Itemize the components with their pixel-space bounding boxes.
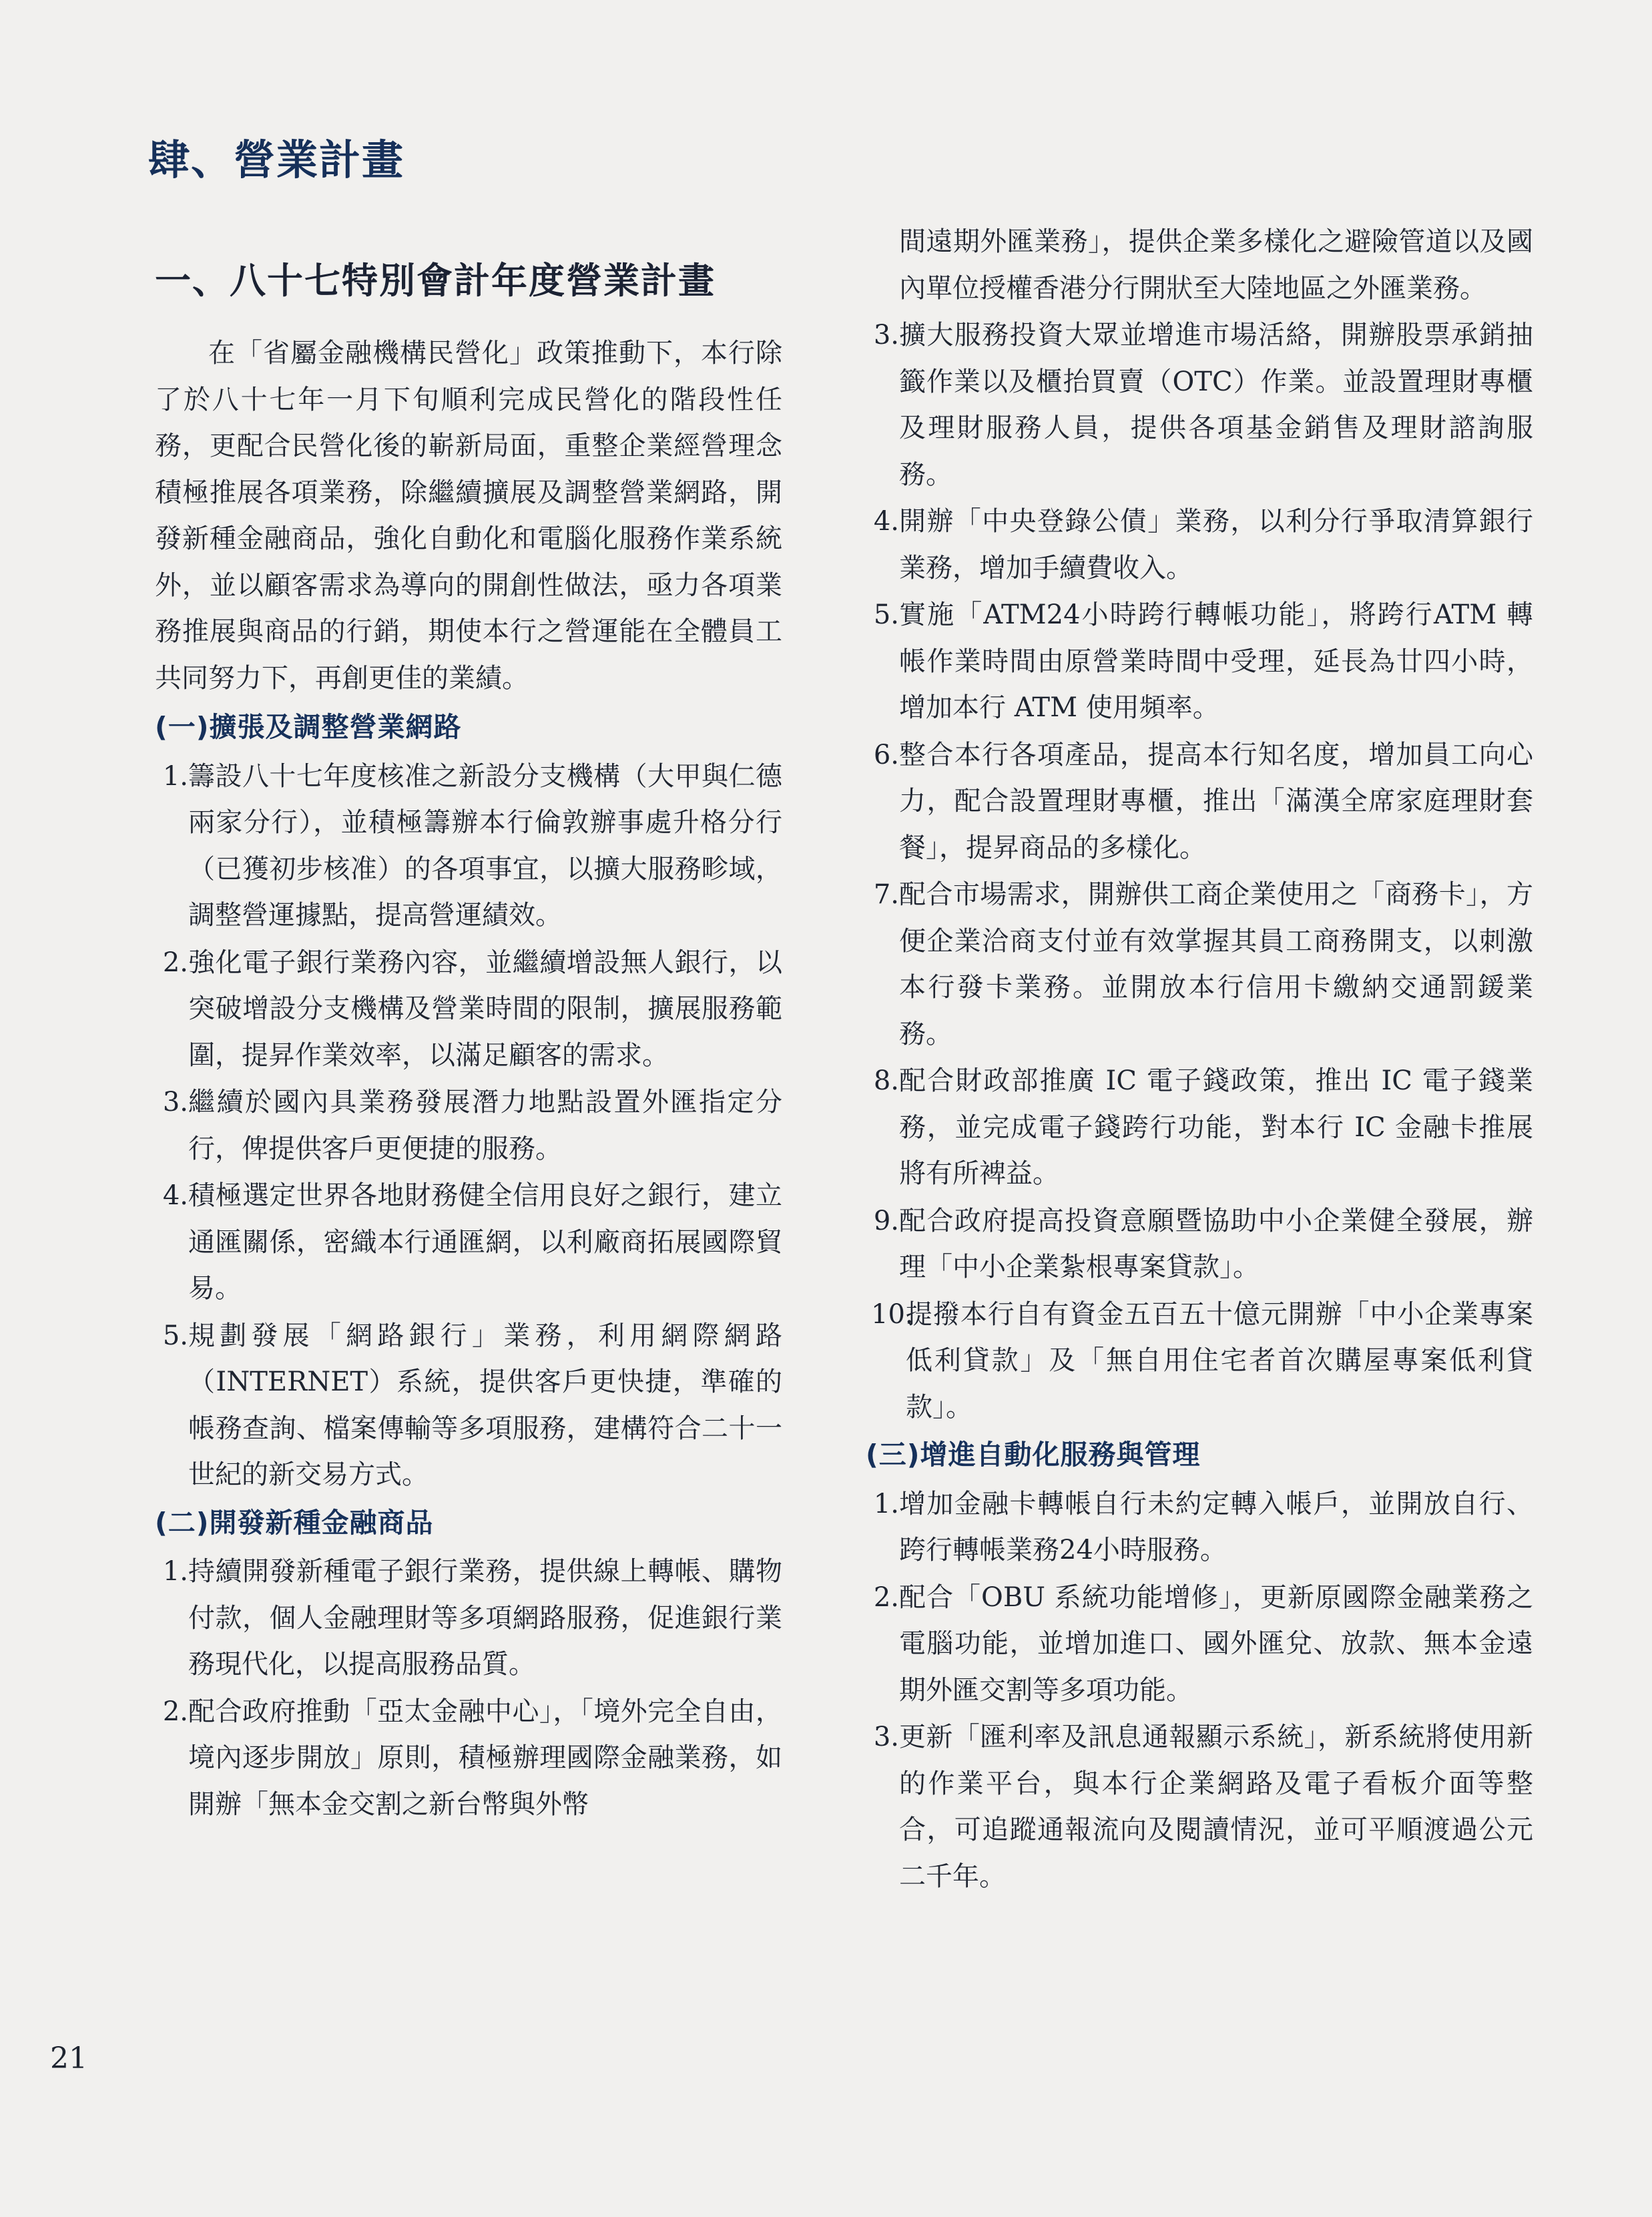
chapter-title: 肆、營業計畫 [148, 136, 405, 184]
list-item [866, 732, 1533, 872]
list-item [866, 1575, 1533, 1714]
left-column [155, 330, 782, 1828]
item-text: 更新「匯利率及訊息通報顯示系統」，新系統將使用新的作業平台，與本行企業網路及電子看板介面等整合，可追蹤通報流向及閱讀情況，並可平順渡過公元二千年。 [899, 1722, 1533, 1892]
list-item [866, 872, 1533, 1057]
list-item [155, 1549, 782, 1688]
item-number: 6. [873, 739, 899, 770]
item-text: 配合政府提高投資意願暨協助中小企業健全發展，辦理「中小企業紮根專案貸款」。 [899, 1205, 1533, 1282]
item-number: 1. [162, 760, 188, 792]
list-item [866, 1714, 1533, 1900]
list-item [866, 592, 1533, 732]
item-number: 10. [871, 1298, 914, 1330]
item-number: 4. [162, 1180, 188, 1211]
item-text: 提撥本行自有資金五百五十億元開辦「中小企業專案低利貸款」及「無自用住宅者首次購屋專案低利貸款」。 [906, 1298, 1533, 1423]
item-number: 2. [873, 1581, 899, 1613]
list-item [155, 1173, 782, 1312]
item-number: 9. [873, 1205, 899, 1236]
item-text: 強化電子銀行業務內容，並繼續增設無人銀行，以突破增設分支機構及營業時間的限制，擴展服務範圍，提昇作業效率，以滿足顧客的需求。 [188, 947, 782, 1071]
item-text: 繼續於國內具業務發展潛力地點設置外匯指定分行，俾提供客戶更便捷的服務。 [188, 1087, 782, 1164]
item-number: 3. [873, 320, 899, 350]
item-text: 配合「OBU 系統功能增修」，更新原國際金融業務之電腦功能，並增加進口、國外匯兌、放款、無本金遠期外匯交割等多項功能。 [899, 1581, 1533, 1706]
item-number: 1. [873, 1488, 899, 1519]
item-text: 配合政府推動「亞太金融中心」，「境外完全自由，境內逐步開放」原則，積極辦理國際金融業務，如開辦「無本金交割之新台幣與外幣 [188, 1696, 782, 1820]
list-item [155, 940, 782, 1079]
list-item [866, 499, 1533, 591]
page-number: 21 [50, 2041, 87, 2075]
list-item [155, 1689, 782, 1828]
right-column [866, 219, 1533, 1901]
subsection-heading-1: (一)擴張及調整營業網路 [155, 711, 462, 743]
item-number: 5. [162, 1320, 188, 1351]
item-text: 配合市場需求，開辦供工商企業使用之「商務卡」，方便企業洽商支付並有效掌握其員工商務開支，以刺激本行發卡業務。並開放本行信用卡繳納交通罰鍰業務。 [899, 879, 1533, 1049]
subsection-heading-2: (二)開發新種金融商品 [155, 1506, 434, 1539]
item-number: 4. [873, 506, 899, 537]
item-number: 5. [873, 599, 899, 630]
item-number: 3. [873, 1722, 899, 1752]
item-number: 3. [162, 1087, 188, 1118]
item-text: 整合本行各項產品，提高本行知名度，增加員工向心力，配合設置理財專櫃，推出「滿漢全席家庭理財套餐」，提昇商品的多樣化。 [899, 739, 1533, 863]
item-text: 增加金融卡轉帳自行未約定轉入帳戶，並開放自行、跨行轉帳業務24小時服務。 [899, 1488, 1533, 1565]
intro-paragraph: 在「省屬金融機構民營化」政策推動下，本行除了於八十七年一月下旬順利完成民營化的階段性任務，更配合民營化後的嶄新局面，重整企業經營理念積極推展各項業務，除繼續擴展及調整營業網路，開發新種金融商品，強化自動化和電腦化服務作業系統外，並以顧客需求為導向的開創性做法，亟力各項業務推展與商品的行銷，期使本行之營運能在全體員工共同努力下，再創更佳的業績。 [155, 338, 782, 694]
item-number: 7. [873, 879, 899, 910]
list-item [155, 1313, 782, 1499]
item-text: 規劃發展「網路銀行」業務，利用網際網路（INTERNET）系統，提供客戶更快捷，準確的帳務查詢、檔案傳輸等多項服務，建構符合二十一世紀的新交易方式。 [188, 1320, 782, 1490]
subsection-heading-3: (三)增進自動化服務與管理 [866, 1439, 1201, 1471]
item-text: 籌設八十七年度核准之新設分支機構（大甲與仁德兩家分行），並積極籌辦本行倫敦辦事處升格分行（已獲初步核准）的各項事宜，以擴大服務畛域，調整營運據點，提高營運績效。 [188, 760, 782, 931]
item-text: 實施「ATM24小時跨行轉帳功能」，將跨行ATM 轉帳作業時間由原營業時間中受理，延長為廿四小時，增加本行 ATM 使用頻率。 [899, 599, 1533, 723]
item-number: 2. [162, 947, 188, 978]
section-title: 一、八十七特別會計年度營業計畫 [155, 260, 716, 302]
list-item [866, 1292, 1533, 1431]
item-text: 積極選定世界各地財務健全信用良好之銀行，建立通匯關係，密織本行通匯網，以利廠商拓展國際貿易。 [188, 1180, 782, 1304]
continued-text: 間遠期外匯業務」，提供企業多樣化之避險管道以及國內單位授權香港分行開狀至大陸地區之外匯業務。 [899, 226, 1533, 304]
list-item [866, 1481, 1533, 1574]
list-item [866, 1198, 1533, 1291]
item-number: 8. [873, 1065, 899, 1096]
item-text: 持續開發新種電子銀行業務，提供線上轉帳、購物付款，個人金融理財等多項網路服務，促進銀行業務現代化，以提高服務品質。 [188, 1556, 782, 1680]
list-item [866, 1058, 1533, 1198]
item-text: 擴大服務投資大眾並增進市場活絡，開辦股票承銷抽籤作業以及櫃抬買賣（OTC）作業。並設置理財專櫃及理財服務人員，提供各項基金銷售及理財諮詢服務。 [899, 320, 1533, 490]
item-text: 配合財政部推廣 IC 電子錢政策，推出 IC 電子錢業務，並完成電子錢跨行功能，對本行 IC 金融卡推展將有所裨益。 [899, 1065, 1533, 1189]
item-number: 1. [162, 1556, 188, 1587]
list-item [866, 312, 1533, 498]
item-text: 開辦「中央登錄公債」業務，以利分行爭取清算銀行業務，增加手續費收入。 [899, 506, 1533, 583]
item-number: 2. [162, 1696, 188, 1727]
list-item [155, 754, 782, 939]
list-item [155, 1079, 782, 1172]
